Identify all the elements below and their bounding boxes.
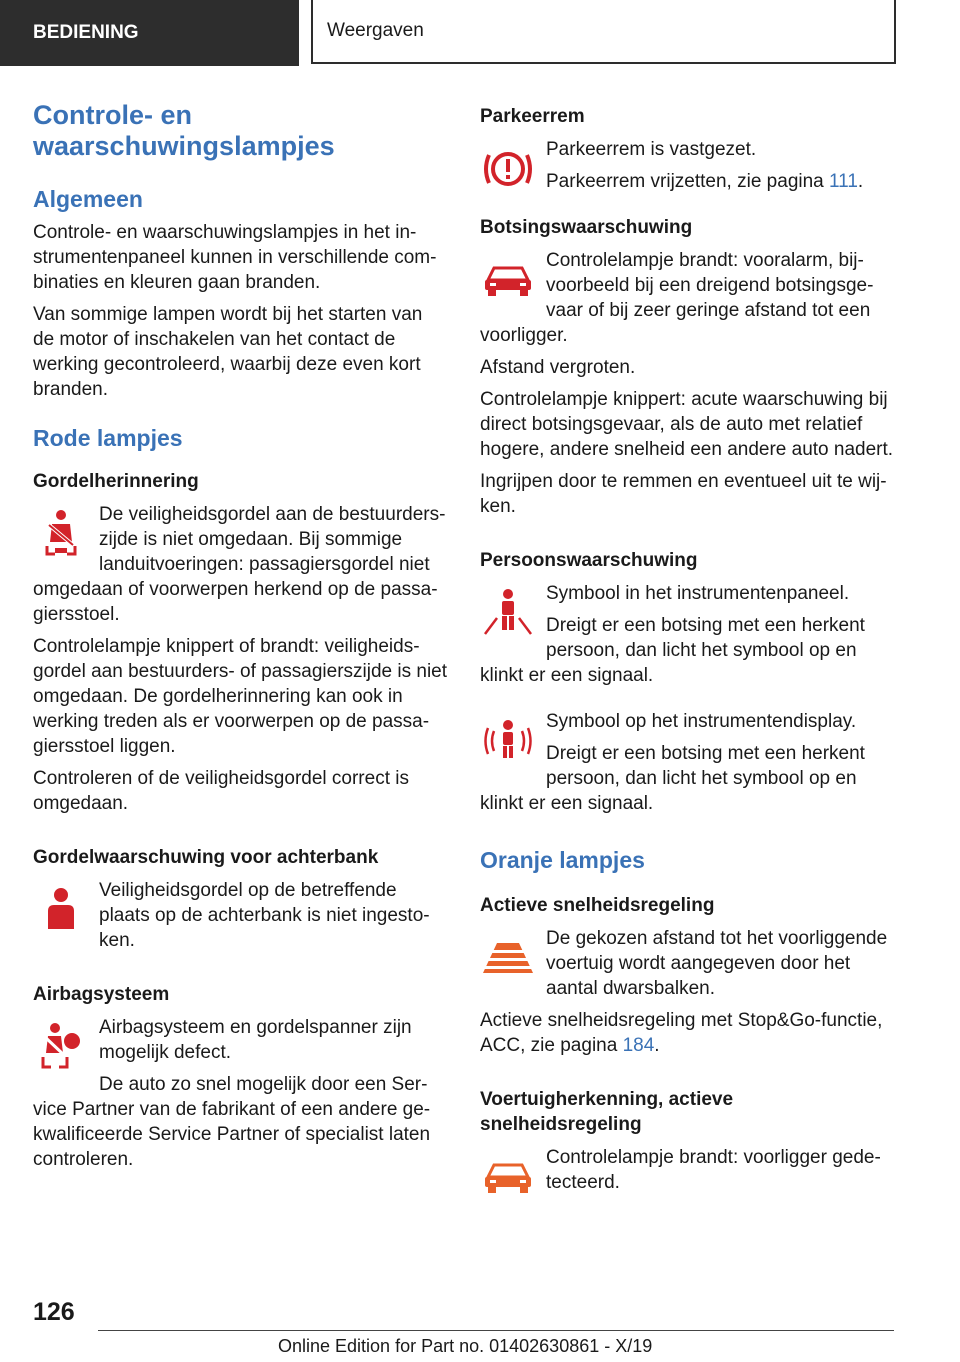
gordel-paragraph-1: De veiligheidsgordel aan de bestuurders-zijde is niet omgedaan. Bij sommige landuitvoeringen: passagiersgordel niet omgedaan of voorwerpen herkend op de passa-giersstoel.: [33, 504, 446, 625]
rear-seat-occupant-icon: [33, 882, 89, 938]
heading-persoonswaarschuwing: Persoonswaarschuwing: [480, 550, 698, 571]
left-column: [33, 100, 447, 1179]
heading-actieve-snelheidsregeling: Actieve snelheidsregeling: [480, 895, 715, 916]
achterbank-item: [33, 878, 447, 960]
voertuig-item: [480, 1145, 894, 1209]
persoon-a-paragraph-1: Symbool in het instrumentenpaneel.: [546, 583, 850, 604]
acc-paragraph-2: Actieve snelheidsregeling met Stop&Go-functie, ACC, zie pagina 184.: [480, 1010, 883, 1056]
footer-edition: Online Edition for Part no. 01402630861 - X/19: [278, 1336, 653, 1356]
gordel-paragraph-2: Controlelampje knippert of brandt: veiligheids-gordel aan bestuurders- of passagierszijde is niet omgedaan. De gordelherinnering kan ook in werking treden als er voorwerpen op de passa-giersstoel liggen.: [33, 636, 448, 757]
botsing-paragraph-1: Controlelampje brandt: vooralarm, bij-voorbeeld bij een dreigend botsingsge-vaar of bij zeer geringe afstand tot een voorligger.: [480, 250, 874, 346]
heading-algemeen: Algemeen: [33, 186, 143, 212]
persoon-a-paragraph-2: Dreigt er een botsing met een herkent persoon, dan licht het symbool op en klinkt er een signaal.: [480, 615, 865, 686]
botsing-paragraph-2: Afstand vergroten.: [480, 357, 636, 378]
footer-divider: [98, 1330, 894, 1331]
heading-achterbank: Gordelwaarschuwing voor achterbank: [33, 847, 379, 868]
page-header: [0, 0, 960, 66]
distance-bars-icon: [480, 930, 536, 986]
algemeen-paragraph-1: Controle- en waarschuwingslampjes in het in-strumentenpaneel kunnen in verschillende com-binaties en kleuren gaan branden.: [33, 222, 437, 293]
heading-gordelherinnering: Gordelherinnering: [33, 471, 199, 492]
airbag-paragraph-2: De auto zo snel mogelijk door een Ser-vice Partner van de fabrikant of een andere ge-kwalificeerde Service Partner of specialist laten controleren.: [33, 1074, 431, 1170]
gordelherinnering-item: [33, 502, 447, 634]
parkeerrem-paragraph-2: Parkeerrem vrijzetten, zie pagina 111.: [546, 171, 864, 192]
acc-paragraph-1: De gekozen afstand tot het voorliggende voertuig wordt aangegeven door het aantal dwarsbalken.: [546, 928, 888, 999]
persoon-item-a: [480, 581, 894, 695]
airbag-item: [33, 1015, 447, 1179]
achterbank-paragraph-1: Veiligheidsgordel op de betreffende plaats op de achterbank is niet ingesto-ken.: [99, 880, 430, 951]
persoon-b-paragraph-1: Symbool op het instrumentendisplay.: [546, 711, 857, 732]
parking-brake-icon: [480, 141, 536, 197]
page-number: 126: [33, 1298, 75, 1326]
botsing-item: [480, 248, 894, 355]
heading-oranje-lampjes: Oranje lampjes: [480, 847, 645, 873]
airbag-icon: [33, 1019, 89, 1075]
collision-car-icon: [480, 252, 536, 308]
pedestrian-icon: [480, 585, 536, 641]
acc-item: [480, 926, 894, 1008]
persoon-item-b: [480, 709, 894, 823]
right-column: [480, 104, 894, 1209]
voertuig-paragraph-1: Controlelampje brandt: voorligger gede-tecteerd.: [546, 1147, 881, 1193]
airbag-paragraph-1: Airbagsysteem en gordelspanner zijn mogelijk defect.: [99, 1017, 412, 1063]
heading-airbagsysteem: Airbagsysteem: [33, 984, 170, 1005]
page-link-184[interactable]: 184: [622, 1035, 655, 1056]
vehicle-detected-icon: [480, 1149, 536, 1205]
page-link-111[interactable]: 111: [829, 171, 858, 192]
pedestrian-sound-icon: [480, 713, 536, 769]
persoon-b-paragraph-2: Dreigt er een botsing met een herkent persoon, dan licht het symbool op en klinkt er een signaal.: [480, 743, 865, 814]
algemeen-paragraph-2: Van sommige lampen wordt bij het starten van de motor of inschakelen van het contact de werking gecontroleerd, waarbij deze even kort branden.: [33, 304, 423, 400]
parkeerrem-item: [480, 137, 894, 201]
heading-parkeerrem: Parkeerrem: [480, 106, 585, 127]
seatbelt-icon: [33, 506, 89, 562]
parkeerrem-paragraph-1: Parkeerrem is vastgezet.: [546, 139, 757, 160]
heading-voertuigherkenning: Voertuigherkenning, actieve snelheidsregeling: [480, 1089, 734, 1135]
page-title: Controle- en waarschuwingslampjes: [33, 100, 335, 161]
section-tab: BEDIENING: [0, 0, 299, 66]
heading-rode-lampjes: Rode lampjes: [33, 425, 183, 451]
botsing-paragraph-4: Ingrijpen door te remmen en eventueel uit te wij-ken.: [480, 471, 887, 517]
heading-botsingswaarschuwing: Botsingswaarschuwing: [480, 217, 693, 238]
chapter-tab: Weergaven: [311, 0, 896, 64]
botsing-paragraph-3: Controlelampje knippert: acute waarschuwing bij direct botsingsgevaar, als de auto met relatief hogere, andere snelheid een andere auto nadert.: [480, 389, 894, 460]
gordel-paragraph-3: Controleren of de veiligheidsgordel correct is omgedaan.: [33, 768, 409, 814]
